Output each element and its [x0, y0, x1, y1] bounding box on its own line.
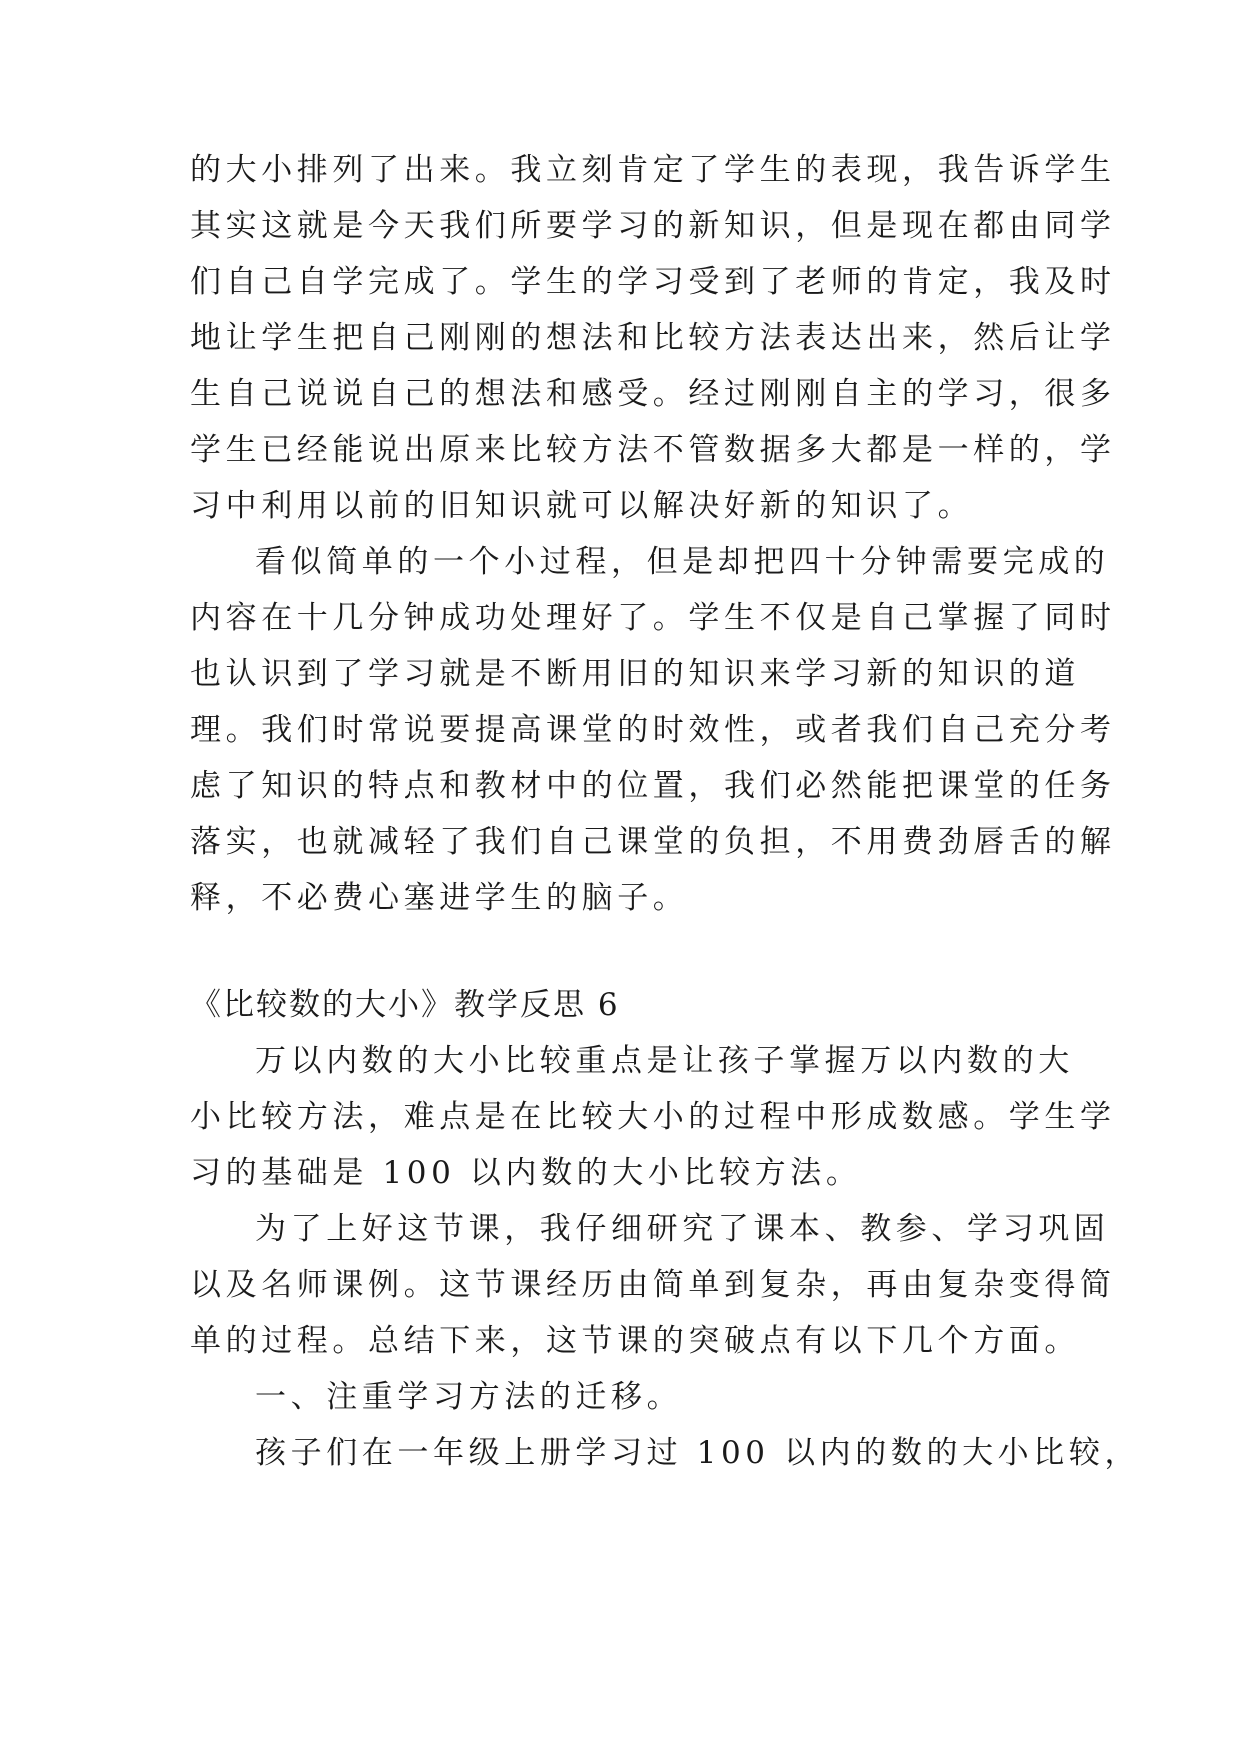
- paragraph-4-line-2: 以及名师课例。这节课经历由简单到复杂，再由复杂变得简: [190, 1267, 1116, 1303]
- paragraph-2-line-2: 内容在十几分钟成功处理好了。学生不仅是自己掌握了同时: [190, 600, 1116, 636]
- paragraph-5-line-1: 孩子们在一年级上册学习过 100 以内的数的大小比较，: [255, 1435, 1141, 1471]
- paragraph-3-line-3: 习的基础是 100 以内数的大小比较方法。: [190, 1155, 862, 1191]
- paragraph-2-line-4: 理。我们时常说要提高课堂的时效性，或者我们自己充分考: [190, 712, 1116, 748]
- paragraph-3-line-1: 万以内数的大小比较重点是让孩子掌握万以内数的大: [255, 1043, 1074, 1079]
- paragraph-1-line-7: 习中利用以前的旧知识就可以解决好新的知识了。: [190, 488, 974, 524]
- paragraph-2-line-7: 释，不必费心塞进学生的脑子。: [190, 880, 689, 916]
- paragraph-1-line-4: 地让学生把自己刚刚的想法和比较方法表达出来，然后让学: [190, 320, 1116, 356]
- paragraph-1-line-1: 的大小排列了出来。我立刻肯定了学生的表现，我告诉学生: [190, 152, 1116, 188]
- paragraph-4-line-1: 为了上好这节课，我仔细研究了课本、教参、学习巩固: [255, 1211, 1110, 1247]
- paragraph-2-line-5: 虑了知识的特点和教材中的位置，我们必然能把课堂的任务: [190, 768, 1116, 804]
- paragraph-1-line-2: 其实这就是今天我们所要学习的新知识，但是现在都由同学: [190, 208, 1116, 244]
- point-1: 一、注重学习方法的迁移。: [255, 1379, 683, 1415]
- paragraph-1-line-3: 们自己自学完成了。学生的学习受到了老师的肯定，我及时: [190, 264, 1116, 300]
- paragraph-2-line-3: 也认识到了学习就是不断用旧的知识来学习新的知识的道: [190, 656, 1080, 692]
- paragraph-2-line-1: 看似简单的一个小过程，但是却把四十分钟需要完成的: [255, 544, 1110, 580]
- paragraph-4-line-3: 单的过程。总结下来，这节课的突破点有以下几个方面。: [190, 1323, 1080, 1359]
- paragraph-2-line-6: 落实，也就减轻了我们自己课堂的负担，不用费劲唇舌的解: [190, 824, 1116, 860]
- paragraph-1-line-6: 学生已经能说出原来比较方法不管数据多大都是一样的，学: [190, 432, 1116, 468]
- paragraph-1-line-5: 生自己说说自己的想法和感受。经过刚刚自主的学习，很多: [190, 376, 1116, 412]
- paragraph-3-line-2: 小比较方法，难点是在比较大小的过程中形成数感。学生学: [190, 1099, 1116, 1135]
- section-title: 《比较数的大小》教学反思 6: [190, 987, 620, 1023]
